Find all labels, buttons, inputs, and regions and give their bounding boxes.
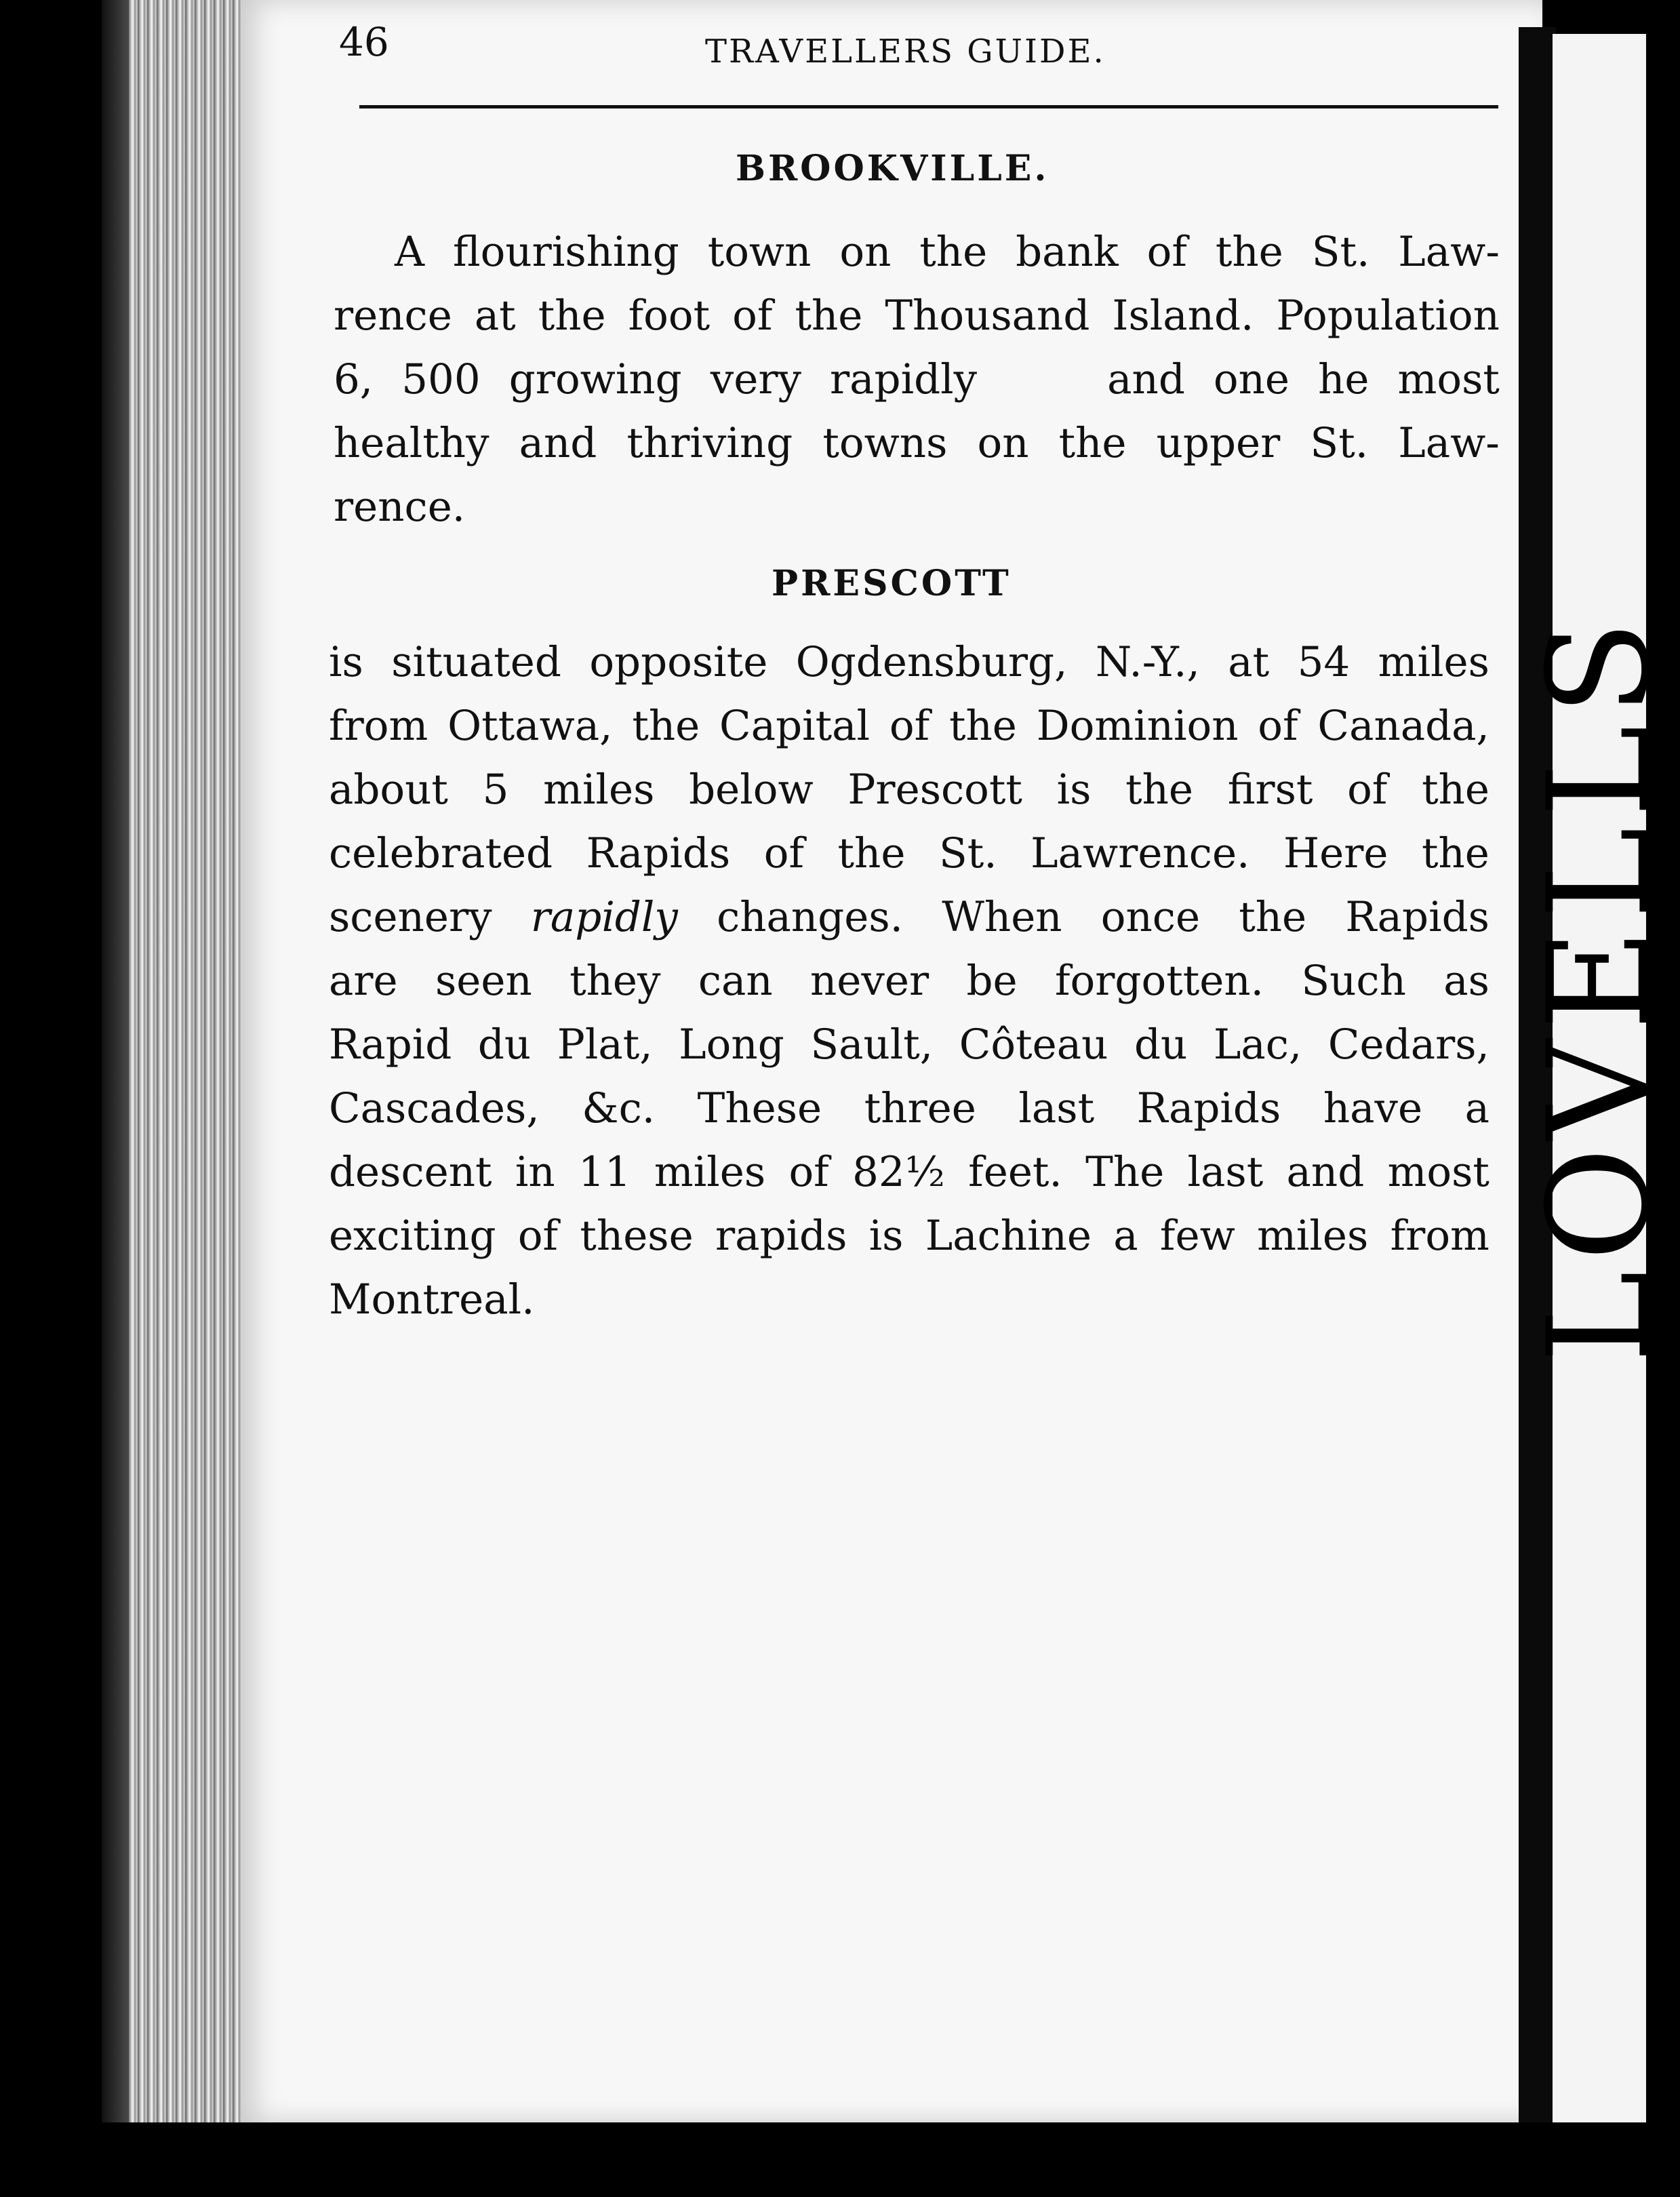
word: Côteau bbox=[959, 1021, 1108, 1069]
word: the bbox=[1058, 419, 1127, 467]
word: the bbox=[919, 228, 988, 276]
text-line bbox=[329, 1013, 1489, 1077]
word: the bbox=[1422, 766, 1489, 814]
word: A bbox=[395, 228, 425, 276]
text-line: rence. bbox=[334, 483, 466, 531]
text-line bbox=[329, 1141, 1489, 1204]
word: St. bbox=[1310, 419, 1369, 467]
word: rapids bbox=[715, 1212, 847, 1260]
word: is bbox=[1056, 766, 1092, 814]
word: seen bbox=[435, 957, 532, 1005]
word: of bbox=[732, 292, 773, 340]
word: the bbox=[837, 829, 906, 877]
word: have bbox=[1323, 1084, 1423, 1132]
header-rule bbox=[359, 105, 1498, 108]
word: a bbox=[1113, 1212, 1138, 1260]
word: Prescott bbox=[847, 766, 1022, 814]
word: Law- bbox=[1398, 228, 1500, 276]
text-line bbox=[329, 1204, 1489, 1268]
word: St. bbox=[938, 829, 997, 877]
word: thriving bbox=[626, 419, 793, 467]
word: N.-Y., bbox=[1095, 638, 1200, 686]
word: du bbox=[1134, 1021, 1188, 1069]
text-line bbox=[334, 284, 1500, 348]
word: Ogdensburg, bbox=[795, 638, 1068, 686]
word: from bbox=[1390, 1212, 1489, 1260]
word: foot bbox=[628, 292, 711, 340]
word: the bbox=[632, 702, 700, 750]
word: healthy bbox=[334, 419, 489, 467]
word: growing bbox=[508, 355, 682, 403]
word: he bbox=[1318, 355, 1369, 403]
word: miles bbox=[1378, 638, 1489, 686]
word: Thousand bbox=[885, 292, 1090, 340]
scan-bottom-border bbox=[0, 2122, 1646, 2197]
word: of bbox=[517, 1212, 559, 1260]
word: they bbox=[569, 957, 661, 1005]
text-line bbox=[334, 412, 1500, 475]
word: scenery bbox=[329, 893, 492, 941]
word: St. bbox=[1311, 228, 1370, 276]
text-line bbox=[329, 822, 1489, 886]
text-line: Montreal. bbox=[329, 1275, 535, 1324]
word: the bbox=[795, 292, 863, 340]
word: the bbox=[538, 292, 606, 340]
word: flourishing bbox=[452, 228, 679, 276]
word: forgotten. bbox=[1054, 957, 1264, 1005]
word: Cascades, bbox=[329, 1084, 540, 1132]
word: of bbox=[1258, 702, 1298, 750]
word: about bbox=[329, 766, 448, 814]
word: on bbox=[977, 419, 1029, 467]
word: rence bbox=[334, 292, 452, 340]
word: three bbox=[864, 1084, 976, 1132]
word: miles bbox=[1257, 1212, 1369, 1260]
word: celebrated bbox=[329, 829, 553, 877]
word: upper bbox=[1156, 419, 1281, 467]
text-line bbox=[334, 348, 1500, 412]
word: from bbox=[329, 702, 428, 750]
word: at bbox=[1228, 638, 1270, 686]
word: changes. bbox=[717, 893, 904, 941]
word: descent bbox=[329, 1148, 492, 1196]
word: exciting bbox=[329, 1212, 496, 1260]
word: Lawrence. bbox=[1031, 829, 1250, 877]
word: &c. bbox=[582, 1084, 656, 1132]
word: last bbox=[1018, 1084, 1095, 1132]
text-line bbox=[329, 949, 1489, 1013]
word: Island. bbox=[1112, 292, 1254, 340]
word: Capital bbox=[719, 702, 871, 750]
word: a bbox=[1464, 1084, 1489, 1132]
word: Canada, bbox=[1317, 702, 1489, 750]
word: can bbox=[698, 957, 773, 1005]
word: miles bbox=[654, 1148, 766, 1196]
word: Population bbox=[1276, 292, 1500, 340]
word: few bbox=[1159, 1212, 1235, 1260]
word: never bbox=[810, 957, 929, 1005]
word: Rapids bbox=[586, 829, 731, 877]
running-title: TRAVELLERS GUIDE. bbox=[705, 33, 1106, 71]
word: most bbox=[1387, 1148, 1489, 1196]
word: bank bbox=[1016, 228, 1119, 276]
word: of bbox=[763, 829, 805, 877]
word: feet. bbox=[968, 1148, 1062, 1196]
word: Dominion bbox=[1036, 702, 1239, 750]
adjacent-page-vertical-text bbox=[1518, 532, 1680, 1441]
word: These bbox=[697, 1084, 822, 1132]
word: on bbox=[839, 228, 892, 276]
word: the bbox=[1215, 228, 1283, 276]
lovells-text: LOVELLS bbox=[1518, 610, 1680, 1363]
word: towns bbox=[822, 419, 948, 467]
word: of bbox=[1146, 228, 1187, 276]
text-line bbox=[329, 758, 1489, 822]
word: be bbox=[966, 957, 1018, 1005]
word: opposite bbox=[589, 638, 768, 686]
word: situated bbox=[391, 638, 561, 686]
word: 500 bbox=[401, 355, 481, 403]
word: is bbox=[329, 638, 363, 686]
word: in bbox=[515, 1148, 555, 1196]
word: at bbox=[474, 292, 516, 340]
word: first bbox=[1227, 766, 1313, 814]
word: 82½ bbox=[852, 1148, 945, 1196]
text-line bbox=[329, 631, 1489, 694]
word: are bbox=[329, 957, 398, 1005]
word: Plat, bbox=[557, 1021, 653, 1069]
word: Cedars, bbox=[1327, 1021, 1489, 1069]
word: The bbox=[1085, 1148, 1165, 1196]
word: 5 bbox=[482, 766, 509, 814]
word: these bbox=[580, 1212, 694, 1260]
text-line bbox=[329, 1077, 1489, 1141]
prescott-paragraph bbox=[329, 631, 1489, 1332]
word: Here bbox=[1283, 829, 1388, 877]
word: the bbox=[1422, 829, 1489, 877]
word: du bbox=[477, 1021, 532, 1069]
word: and bbox=[1286, 1148, 1365, 1196]
word: as bbox=[1443, 957, 1489, 1005]
word: rapidly bbox=[530, 893, 678, 941]
word: once bbox=[1100, 893, 1201, 941]
word: Rapids bbox=[1136, 1084, 1281, 1132]
word: 11 bbox=[578, 1148, 631, 1196]
word: Rapid bbox=[329, 1021, 452, 1069]
word: Lachine bbox=[925, 1212, 1092, 1260]
word: Law- bbox=[1398, 419, 1500, 467]
word: last bbox=[1187, 1148, 1264, 1196]
word: and bbox=[519, 419, 597, 467]
text-line bbox=[334, 220, 1500, 284]
section-heading-brookville: BROOKVILLE. bbox=[736, 148, 1049, 189]
word: one bbox=[1213, 355, 1290, 403]
word: 6, bbox=[334, 355, 374, 403]
word: of bbox=[788, 1148, 829, 1196]
word: rapidly bbox=[830, 355, 978, 403]
text-line bbox=[329, 694, 1489, 758]
word: the bbox=[1239, 893, 1307, 941]
word: of bbox=[1347, 766, 1388, 814]
word: very bbox=[710, 355, 801, 403]
word: 54 bbox=[1297, 638, 1351, 686]
word: Sault, bbox=[810, 1021, 934, 1069]
word: town bbox=[707, 228, 812, 276]
word: the bbox=[948, 702, 1017, 750]
word: miles bbox=[543, 766, 655, 814]
word: most bbox=[1397, 355, 1500, 403]
word: the bbox=[1125, 766, 1194, 814]
section-heading-prescott: PRESCOTT bbox=[772, 563, 1012, 604]
word: Rapids bbox=[1345, 893, 1489, 941]
word: Ottawa, bbox=[447, 702, 613, 750]
word: and bbox=[1107, 355, 1185, 403]
page-edge-stack bbox=[129, 0, 244, 2122]
word: of bbox=[889, 702, 930, 750]
text-line bbox=[329, 886, 1489, 949]
word: is bbox=[868, 1212, 904, 1260]
word: below bbox=[689, 766, 814, 814]
word: When bbox=[942, 893, 1062, 941]
page-number: 46 bbox=[339, 19, 389, 65]
word: Such bbox=[1301, 957, 1406, 1005]
word: Lac, bbox=[1213, 1021, 1302, 1069]
brookville-paragraph bbox=[334, 220, 1500, 539]
word: Long bbox=[679, 1021, 784, 1069]
